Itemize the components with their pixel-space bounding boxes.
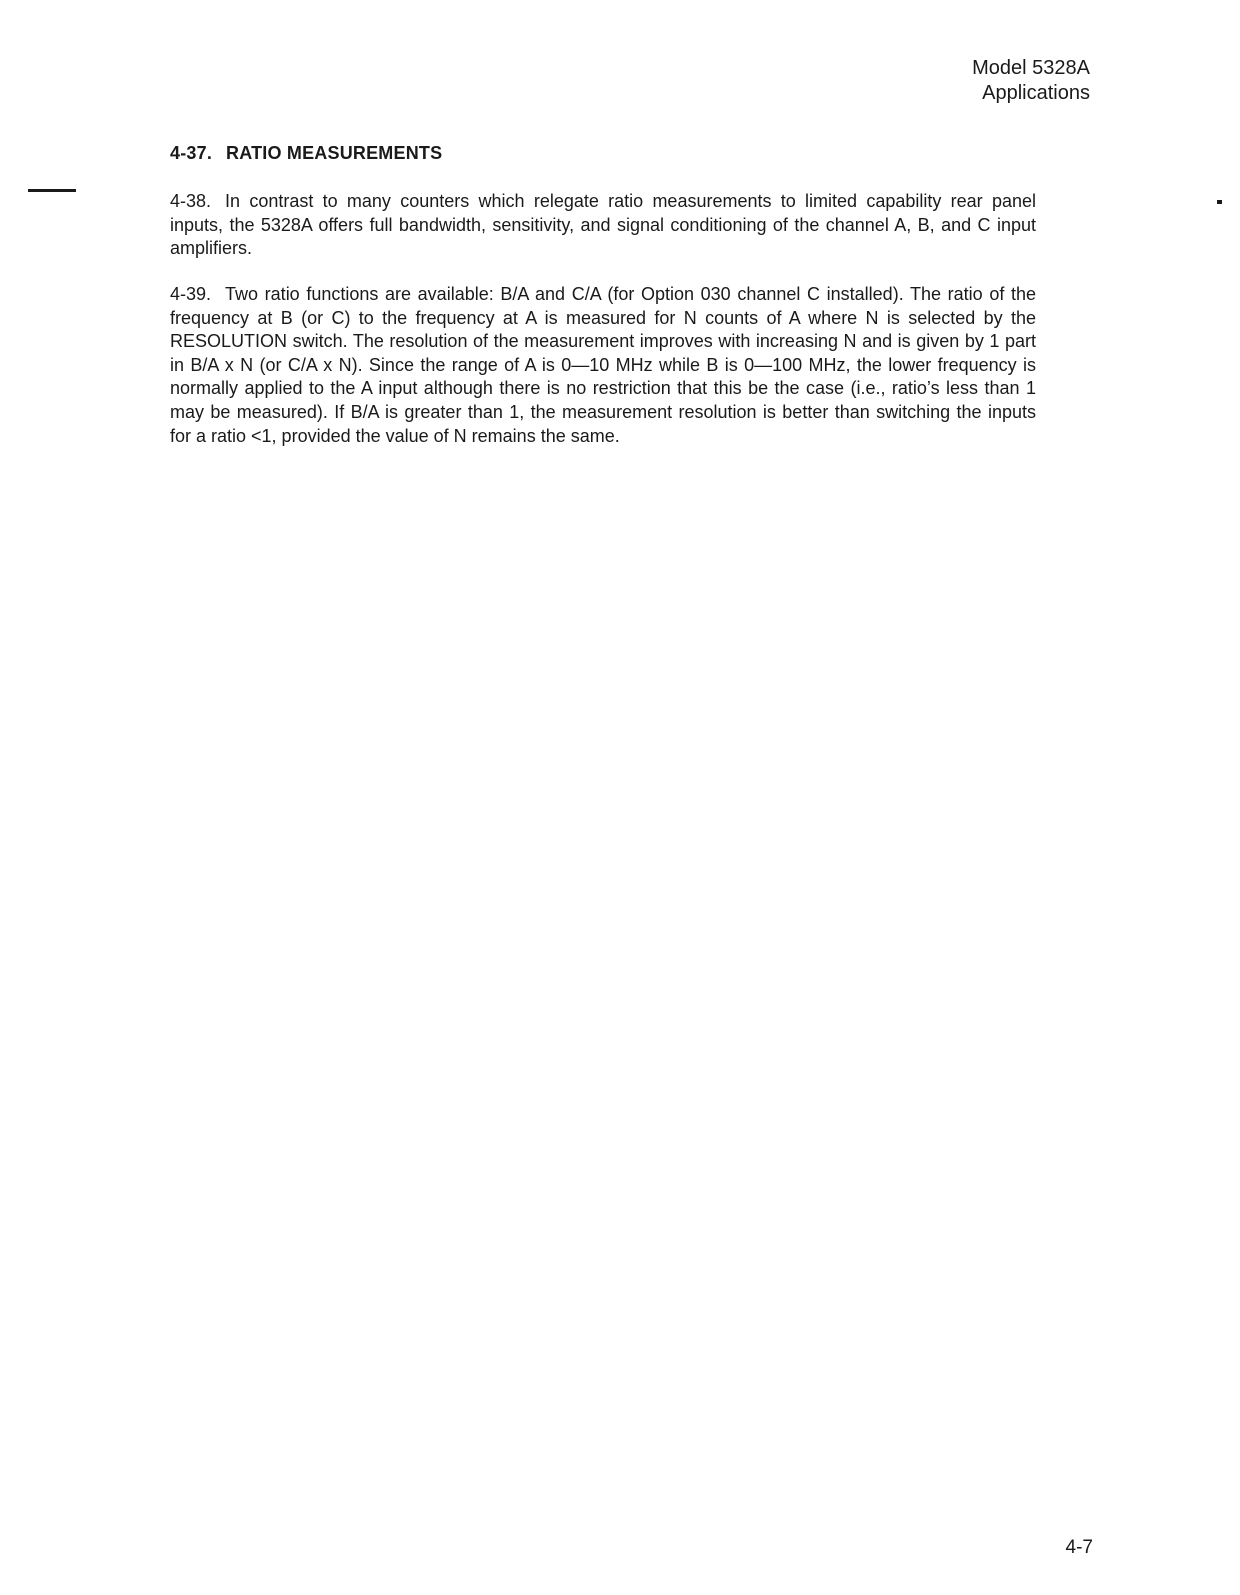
- margin-mark: [1217, 200, 1222, 204]
- paragraph-4-38: [170, 190, 1036, 261]
- header-section: Applications: [982, 82, 1090, 104]
- page-header: [972, 56, 1090, 106]
- section-heading-title: RATIO MEASUREMENTS: [226, 143, 443, 163]
- header-model: Model 5328A: [972, 57, 1090, 79]
- section-heading: [170, 143, 442, 164]
- paragraph-number: 4-39.: [170, 284, 212, 304]
- page-number: 4-7: [1065, 1537, 1093, 1558]
- paragraph-number: 4-38.: [170, 191, 212, 211]
- paragraph-text: Two ratio functions are available: B/A and C/A (for Option 030 channel C installed). The ratio of the frequency at B (or C) to the frequency at A is measured for N counts of A where N is selected by the RESOLUTION switch. The resolution of the measurement improves with increasing N and is given by 1 part in B/A x N (or C/A x N). Since the range of A is 0—10 MHz while B is 0—100 MHz, the lower frequency is normally applied to the A input although there is no restriction that this be the case (i.e., ratio’s less than 1 may be measured). If B/A is greater than 1, the measurement resolution is better than switching the inputs for a ratio <1, provided the value of N remains the same.: [170, 284, 1036, 446]
- paragraph-4-39: [170, 283, 1036, 448]
- change-bar: [28, 189, 76, 192]
- paragraph-text: In contrast to many counters which relegate ratio measurements to limited capability rear panel inputs, the 5328A offers full bandwidth, sensitivity, and signal conditioning of the channel A, B, and C input amplifiers.: [170, 191, 1036, 259]
- section-heading-number: 4-37.: [170, 143, 213, 163]
